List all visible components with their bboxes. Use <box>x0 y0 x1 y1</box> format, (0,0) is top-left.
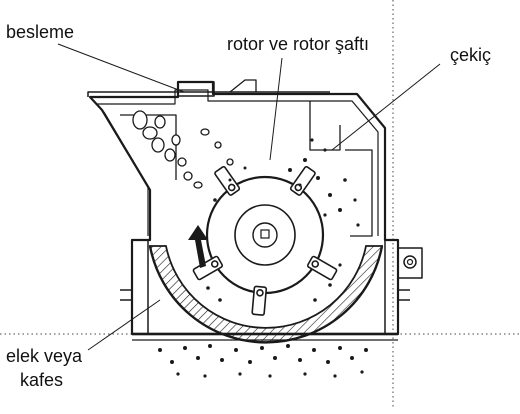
screen-label-line1: elek veya <box>6 346 83 366</box>
rotor-label: rotor ve rotor şaftı <box>227 34 370 54</box>
rotation-arrow-icon <box>188 225 208 268</box>
screen-label-line2: kafes <box>20 370 64 390</box>
feed-label: besleme <box>6 22 75 42</box>
rotor <box>207 177 323 293</box>
hammer-label: çekiç <box>450 45 492 65</box>
